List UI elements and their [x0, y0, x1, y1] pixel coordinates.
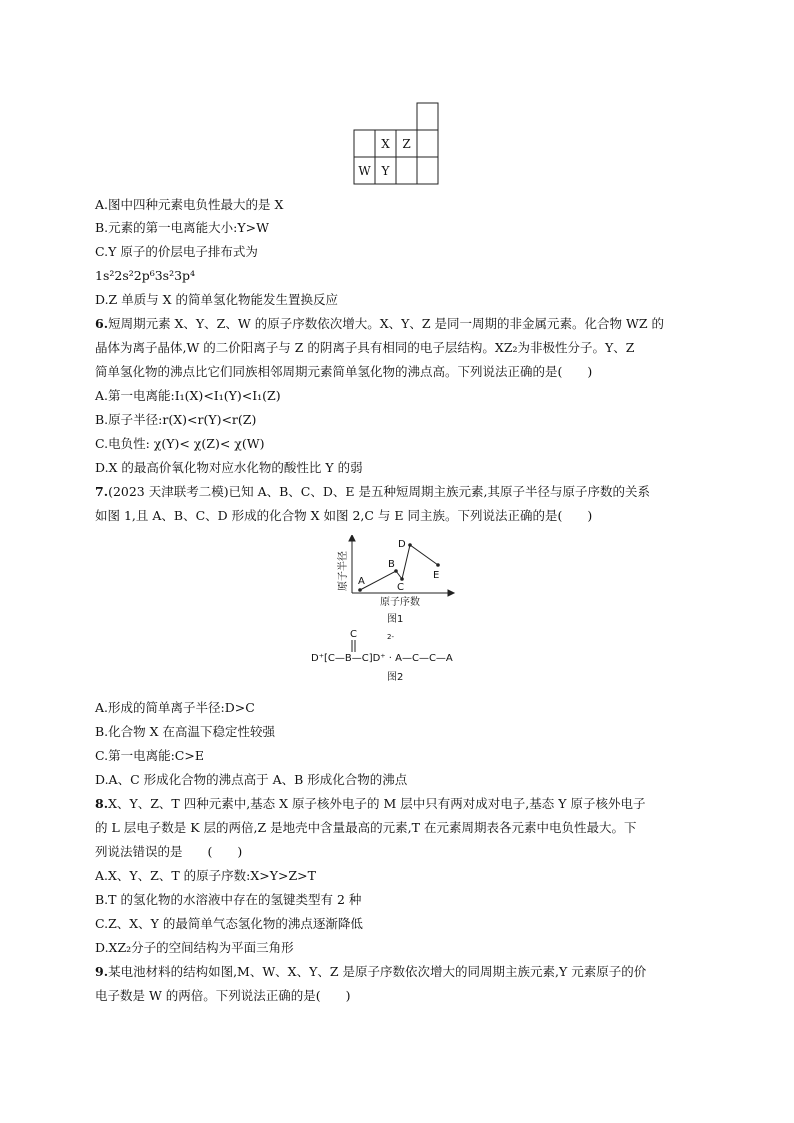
q6-stem-text1: 短周期元素 X、Y、Z、W 的原子序数依次增大。X、Y、Z 是同一周期的非金属元素。化合物 WZ 的 [108, 316, 664, 331]
grid-label-w: W [358, 164, 371, 178]
q9-stem-line1 [95, 963, 646, 981]
q9-stem-line2: 电子数是 W 的两倍。下列说法正确的是( ) [95, 988, 351, 1003]
q9-stem-text1: 某电池材料的结构如图,M、W、X、Y、Z 是原子序数依次增大的同周期主族元素,Y 元素原子的价 [108, 964, 647, 979]
fig2-caption: 图2 [387, 672, 404, 683]
q6-option-d: D.X 的最高价氧化物对应水化物的酸性比 Y 的弱 [95, 460, 363, 475]
fig1-y-arrow [349, 535, 355, 541]
fig1-y-label: 原子半径 [338, 551, 349, 591]
fig1-point-d [408, 543, 412, 547]
fig1-label-b: B [388, 559, 395, 570]
q5-option-c-config: 1s²2s²2p⁶3s²3p⁴ [95, 268, 196, 283]
grid-cell-empty [417, 157, 438, 184]
fig1-caption: 图1 [387, 614, 404, 625]
q8-option-d: D.XZ₂分子的空间结构为平面三角形 [95, 940, 294, 955]
q6-option-c: C.电负性: χ(Y)< χ(Z)< χ(W) [95, 436, 265, 451]
q6-stem-line3: 简单氢化物的沸点比它们同族相邻周期元素简单氢化物的沸点高。下列说法正确的是( ) [95, 364, 593, 379]
fig1-label-a: A [358, 576, 365, 587]
fig1-label-e: E [433, 570, 440, 581]
fig2-charge: 2- [387, 633, 394, 641]
fig1-point-a [358, 588, 362, 592]
q8-stem-line1 [95, 795, 645, 813]
grid-label-z: Z [402, 137, 411, 151]
q8-stem-line3: 列说法错误的是 ( ) [95, 844, 243, 859]
fig1-label-c: C [397, 582, 404, 593]
grid-cell-empty [417, 130, 438, 157]
fig1-x-arrow [448, 590, 454, 596]
q8-option-a: A.X、Y、Z、T 的原子序数:X>Y>Z>T [95, 868, 316, 883]
q5-option-c: C.Y 原子的价层电子排布式为 [95, 244, 258, 259]
q7-option-c: C.第一电离能:C>E [95, 748, 204, 763]
grid-label-y: Y [381, 164, 390, 178]
q7-option-b: B.化合物 X 在高温下稳定性较强 [95, 724, 276, 739]
grid-cell-empty [396, 157, 417, 184]
q7-option-a: A.形成的简单离子半径:D>C [95, 700, 255, 715]
q6-stem-line2: 晶体为离子晶体,W 的二价阳离子与 Z 的阴离子具有相同的电子层结构。XZ₂为非极性分子。Y、Z [95, 340, 635, 355]
periodic-table-fragment [0, 0, 794, 200]
q8-stem-line2: 的 L 层电子数是 K 层的两倍,Z 是地壳中含量最高的元素,T 在元素周期表各元素中电负性最大。下 [95, 820, 637, 835]
q8-stem-text1: X、Y、Z、T 四种元素中,基态 X 原子核外电子的 M 层中只有两对成对电子,基态 Y 原子核外电子 [108, 796, 646, 811]
q7-number: 7. [95, 484, 109, 499]
fig1-x-label: 原子序数 [380, 597, 420, 608]
fig1-label-d: D [398, 539, 406, 550]
q6-number: 6. [95, 316, 109, 331]
q6-option-a: A.第一电离能:I₁(X)<I₁(Y)<I₁(Z) [95, 388, 281, 403]
q8-number: 8. [95, 796, 109, 811]
grid-cell-empty [417, 103, 438, 130]
figure-2-compound-structure [305, 628, 505, 686]
fig1-point-e [436, 563, 440, 567]
q7-stem-line2: 如图 1,且 A、B、C、D 形成的化合物 X 如图 2,C 与 E 同主族。下列说法正确的是( ) [95, 508, 593, 523]
q8-option-c: C.Z、X、Y 的最简单气态氢化物的沸点逐渐降低 [95, 916, 363, 931]
q9-number: 9. [95, 964, 109, 979]
grid-label-x: X [381, 137, 390, 151]
q7-stem-line1 [95, 483, 650, 501]
grid-cell-empty [354, 130, 375, 157]
q5-option-b: B.元素的第一电离能大小:Y>W [95, 220, 269, 235]
q6-option-b: B.原子半径:r(X)<r(Y)<r(Z) [95, 412, 257, 427]
q8-option-b: B.T 的氢化物的水溶液中存在的氢键类型有 2 种 [95, 892, 362, 907]
q5-option-d: D.Z 单质与 X 的简单氢化物能发生置换反应 [95, 292, 339, 307]
figure-1-radius-vs-number [330, 535, 470, 630]
q7-option-d: D.A、C 形成化合物的沸点高于 A、B 形成化合物的沸点 [95, 772, 408, 787]
q6-stem-line1 [95, 315, 664, 333]
q7-stem-text1: (2023 天津联考二模)已知 A、B、C、D、E 是五种短周期主族元素,其原子半径与原子序数的关系 [108, 484, 650, 499]
fig1-point-c [400, 577, 404, 581]
q5-option-a: A.图中四种元素电负性最大的是 X [95, 197, 284, 212]
fig2-top-atom: C [350, 629, 357, 640]
fig2-formula: D⁺[C—B—C]D⁺ · A—C—C—A [311, 653, 453, 664]
